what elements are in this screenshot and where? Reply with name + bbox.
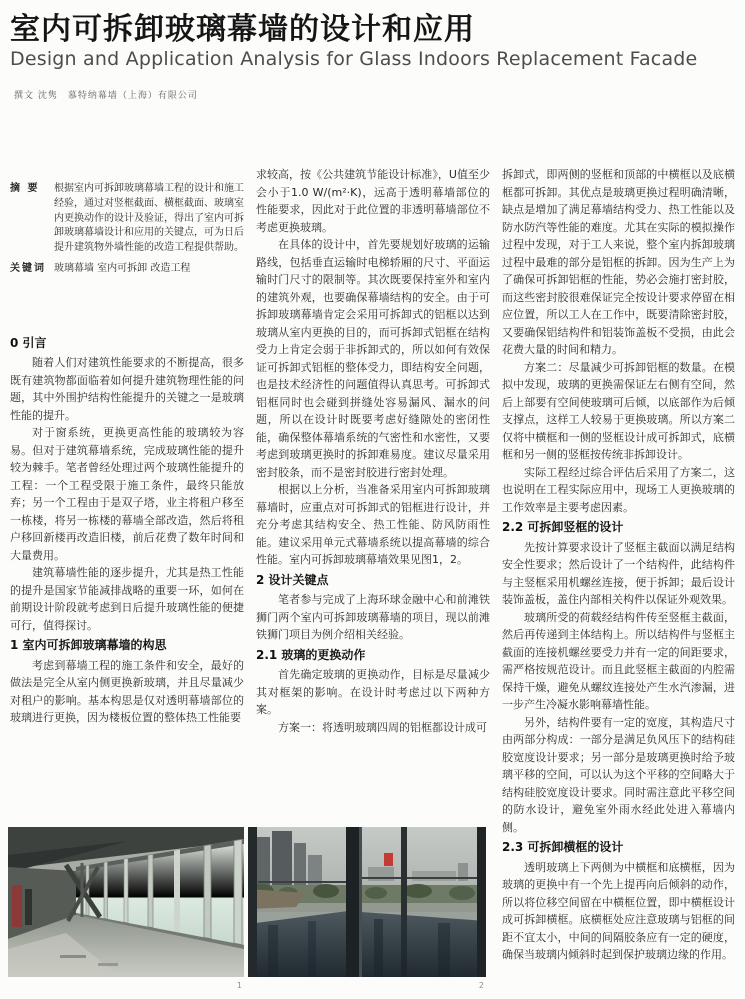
column-right — [502, 166, 735, 964]
paragraph: 方案二：尽量减少可拆卸铝框的数量。在模拟中发现，玻璃的更换需保证左右侧有空间，然后上部要有空间使玻璃可后倾，以底部作为后倾支撑点，这样工人较易于更换玻璃。所以方案二仅将中横框和一侧的竖框设计成可拆卸式，底横框和另一侧的竖框按传统非拆卸设计。 — [502, 360, 735, 461]
paragraph: 根据以上分析，当准备采用室内可拆卸玻璃幕墙时，应重点对可拆卸式的铝框进行设计，并充分考虑其结构安全、热工性能、防风防雨性能。建议采用单元式幕墙系统以提高幕墙的综合性能。室内可拆卸玻璃幕墙效果见图1，2。 — [256, 483, 490, 566]
paragraph: 先按计算要求设计了竖框主截面以满足结构安全性要求；然后设计了一个结构件，此结构件与主竖框采用机螺丝连接，便于拆卸；最后设计装饰盖板，盖住内部相关构件以保证外观效果。 — [502, 540, 735, 606]
paragraph: 玻璃所受的荷载经结构件传至竖框主截面，然后再传递到主体结构上。所以结构件与竖框主截面的连接机螺丝要受力并有一定的间距要求，需严格按规范设计。而且此竖框主截面的内腔需保持干燥，避免从螺纹连接处产生水汽渗漏，进一步产生冷凝水影响幕墙性能。 — [502, 610, 735, 711]
column-left — [10, 166, 244, 727]
abstract-label: 摘 要 — [10, 183, 40, 194]
paragraph: 考虑到幕墙工程的施工条件和安全，最好的做法是完全从室内侧更换新玻璃，并且尽量减少对租户的影响。基本构思是仅对透明幕墙部位的玻璃进行更换，因为楼板位置的整体热工性能要 — [10, 658, 244, 725]
paragraph: 方案一：将透明玻璃四周的铝框都设计成可 — [278, 720, 487, 734]
paragraph: 建筑幕墙性能的逐步提升，尤其是热工性能的提升是国家节能减排战略的重要一环，如何在前期设计阶段就考虑到日后提升玻璃性能的便捷可行，值得探讨。 — [10, 566, 244, 632]
abstract-text: 根据室内可拆卸玻璃幕墙工程的设计和施工经验，通过对竖框截面、横框截面、玻璃室内更换动作的设计及验证，得出了室内可拆卸玻璃幕墙设计和应用的关键点，可为日后提升建筑物外墙性能的改造工程提供帮助。 — [54, 183, 244, 254]
section-heading-mullion-design: 2.2 可拆卸竖框的设计 — [502, 520, 624, 534]
paragraph: 首先确定玻璃的更换动作，目标是尽量减少其对框架的影响。在设计时考虑过以下两种方案。 — [256, 668, 490, 716]
byline: 撰文 沈隽 慕特纳幕墙（上海）有限公司 — [14, 91, 198, 101]
keywords-block — [10, 262, 244, 277]
paragraph: 另外，结构件要有一定的宽度，其构造尺寸由两部分构成：一部分是满足负风压下的结构硅胶宽度设计要求；另一部分是玻璃更换时给予玻璃平移的空间，可以认为这个平移的空间略大于结构硅胶宽度设计要求。同时需注意此平移空间的防水设计，避免室外雨水经此处进入幕墙内侧。 — [502, 715, 735, 834]
paragraph: 在具体的设计中，首先要规划好玻璃的运输路线，包括垂直运输时电梯轿厢的尺寸、平面运输时门尺寸的限制等。其次既要保持室外和室内的建筑外观，也要确保幕墙结构的安全。由于可拆卸玻璃幕墙肯定会采用可拆卸式的铝框以达到玻璃从室内更换的目的，而可拆卸式铝框在结构受力上肯定会弱于非拆卸式的，所以如何有效保证可拆卸式铝框的整体受力，即结构安全问题，也是技术经济性的问题值得认真思考。可拆卸式铝框同时也会碰到拼缝处容易漏风、漏水的问题，所以在设计时既要考虑好缝隙处的密闭性能，确保整体幕墙系统的气密性和水密性，又要考虑到玻璃更换时的拆卸难易度。建议尽量采用密封胶条，而不是密封胶进行密封处理。 — [256, 238, 490, 479]
figure-1-number: 1 — [236, 981, 242, 990]
section-heading-concept: 1 室内可拆卸玻璃幕墙的构思 — [10, 638, 167, 653]
section-heading-glass-replacement: 2.1 玻璃的更换动作 — [256, 647, 366, 662]
keywords-text: 玻璃幕墙 室内可拆卸 改造工程 — [54, 262, 191, 274]
page-subtitle-english: Design and Application Analysis for Glass Indoors Replacement Facade — [10, 48, 698, 70]
paragraph: 对于窗系统，更换更高性能的玻璃较为容易。但对于建筑幕墙系统，完成玻璃性能的提升较为棘手。笔者曾经处理过两个玻璃性能提升的工程：一个工程受限于施工条件，最终只能放弃；另一个工程由于是双子塔，业主将租户移至一栋楼，将另一栋楼的幕墙全部改造，然后将租户移回新楼再改造旧楼，前后花费了数年时间和大量费用。 — [10, 426, 244, 562]
section-heading-intro: 0 引言 — [10, 335, 47, 350]
figure-2-number: 2 — [478, 981, 484, 990]
paragraph: 实际工程经过综合评估后采用了方案二，这也说明在工程实际应用中，现场工人更换玻璃的工作效率是主要考虑因素。 — [502, 465, 735, 514]
construction-interior-illustration — [8, 827, 244, 977]
paragraph: 拆卸式，即两侧的竖框和顶部的中横框以及底横框都可拆卸。其优点是玻璃更换过程明确清晰，缺点是增加了满足幕墙结构受力、热工性能以及防水防汽等性能的难度。尤其在实际的模拟操作过程中发现，对于工人来说，整个室内拆卸玻璃过程中最难的部分是铝框的拆卸。因为生产上为了确保可拆卸铝框的性能，势必会施打密封胶，而这些密封胶很难保证完全按设计要求停留在相应位置，所以工人在工作中，既要清除密封胶，又要确保铝结构件和铝装饰盖板不受损，由此会花费大量的时间和精力。 — [502, 168, 735, 356]
section-heading-key-points: 2 设计关键点 — [256, 572, 329, 587]
figure-2-photo — [248, 827, 486, 977]
keywords-label: 关键词 — [10, 262, 46, 274]
paragraph: 透明玻璃上下两侧为中横框和底横框，因为玻璃的更换中有一个先上提再向后倾斜的动作，所以将位移空间留在中横框位置，即中横框设计成可拆卸横框。底横框处应注意玻璃与铝框的间距不宜太小，中间的间隔胶条应有一定的硬度，确保当玻璃内倾斜时起到保护玻璃边缘的作用。 — [502, 860, 735, 961]
paragraph: 求较高，按《公共建筑节能设计标准》，U值至少会小于1.0 W/(m²·K)，远高于透明幕墙部位的性能要求，因此对于此位置的非透明幕墙部位不考虑更换玻璃。 — [256, 168, 490, 234]
paragraph: 随着人们对建筑性能要求的不断提高，很多既有建筑物都面临着如何提升建筑物理性能的问题，其中外围护结构性能提升的关键之一是玻璃性能的提升。 — [10, 356, 244, 422]
corner-curtain-wall-illustration — [248, 827, 486, 977]
column-middle — [256, 166, 490, 736]
section-heading-transom-design: 2.3 可拆卸横框的设计 — [502, 840, 624, 854]
page-title: 室内可拆卸玻璃幕墙的设计和应用 — [10, 12, 475, 47]
abstract-block — [10, 182, 244, 256]
figure-1-photo — [8, 827, 244, 977]
paragraph: 笔者参与完成了上海环球金融中心和前滩铁狮门两个室内可拆卸玻璃幕墙的项目，现以前滩铁狮门项目为例介绍相关经验。 — [256, 593, 490, 641]
